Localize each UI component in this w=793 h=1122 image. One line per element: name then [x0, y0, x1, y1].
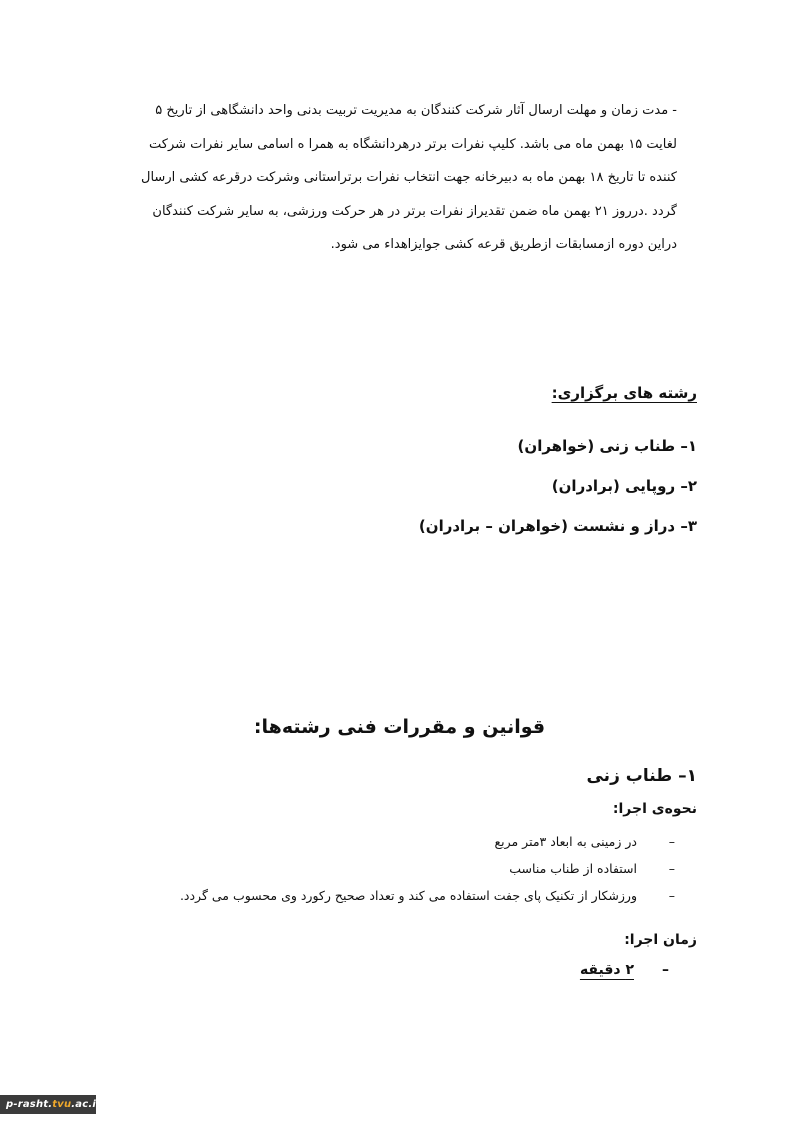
intro-line: گردد .درروز ۲۱ بهمن ماه ضمن تقدیراز نفرات برتر در هر حرکت ورزشی، به سایر شرکت کنندگان: [152, 203, 677, 219]
intro-paragraph: [100, 94, 677, 262]
discipline-item: ۲– روپایی (برادران): [551, 477, 697, 495]
disciplines-heading: رشته های برگزاری:: [551, 384, 697, 402]
method-item-text: ورزشکار از تکنیک پای جفت استفاده می کند و تعداد صحیح رکورد وی محسوب می گردد.: [179, 888, 637, 903]
section-heading-rope-jumping: ۱– طناب زنی: [586, 766, 697, 786]
time-label: زمان اجرا:: [624, 932, 697, 948]
dash-bullet: –: [668, 888, 675, 903]
rules-heading: قوانین و مقررات فنی رشته‌ها:: [253, 716, 546, 738]
method-list: [115, 828, 675, 909]
method-item: [115, 882, 675, 909]
url-suffix: .ac.ir: [71, 1099, 102, 1110]
url-prefix: p-rasht.: [6, 1099, 53, 1110]
dash-bullet: –: [662, 962, 669, 978]
site-url-badge: [0, 1095, 102, 1114]
discipline-item: ۱– طناب زنی (خواهران): [517, 437, 697, 455]
method-item: [115, 828, 675, 855]
intro-line: لغایت ۱۵ بهمن ماه می باشد. کلیپ نفرات برتر درهردانشگاه به همرا ه اسامی سایر نفرات شرکت: [149, 136, 677, 152]
method-item-text: در زمینی به ابعاد ۳متر مربع: [494, 834, 637, 849]
disciplines-list: [419, 426, 697, 546]
method-item: [115, 855, 675, 882]
url-accent: tvu: [52, 1099, 72, 1110]
time-value: ۲ دقیقه: [579, 962, 634, 978]
time-row: [580, 962, 669, 978]
intro-line: کننده تا تاریخ ۱۸ بهمن ماه به دبیرخانه جهت انتخاب نفرات برتراستانی وشرکت درقرعه کشی ارسال: [141, 170, 677, 185]
method-label: نحوه‌ی اجرا:: [612, 801, 697, 817]
intro-line: دراین دوره ازمسابقات ازطریق قرعه کشی جوایزاهداء می شود.: [330, 237, 677, 252]
discipline-item: ۳– دراز و نشست (خواهران – برادران): [418, 517, 697, 535]
intro-line: - مدت زمان و مهلت ارسال آثار شرکت کنندگان به مدیریت تربیت بدنی واحد دانشگاهی از تاریخ ۵: [155, 103, 677, 118]
dash-bullet: –: [668, 861, 675, 876]
method-item-text: استفاده از طناب مناسب: [509, 861, 637, 876]
dash-bullet: –: [668, 834, 675, 849]
